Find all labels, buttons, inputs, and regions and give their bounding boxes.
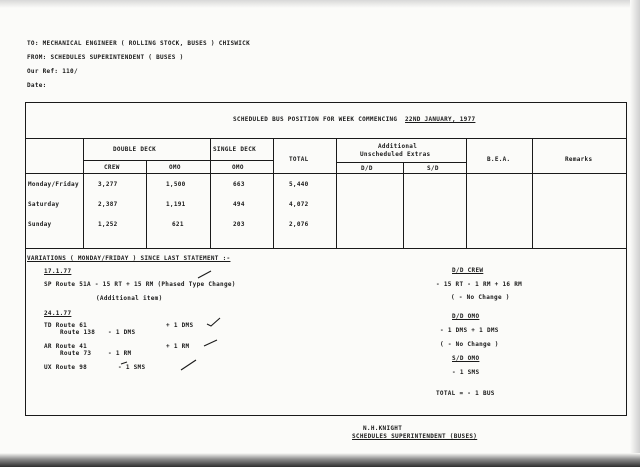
row-omo: 621 xyxy=(172,221,184,228)
table-top-rule xyxy=(26,138,626,139)
signature-role: SCHEDULES SUPERINTENDENT (BUSES) xyxy=(352,433,478,440)
header-double-deck: DOUBLE DECK xyxy=(113,146,157,153)
extras-sub-rule xyxy=(336,162,466,163)
variation-ux-route: UX Route 98 xyxy=(44,364,88,371)
variation-td-change: - 1 DMS xyxy=(108,329,136,336)
variation-ar-route: AR Route 41 xyxy=(44,343,88,350)
row-omo: 1,191 xyxy=(166,201,186,208)
row-day: Sunday xyxy=(28,221,52,228)
col-rule-7 xyxy=(466,138,467,248)
header-omo: OMO xyxy=(169,164,181,171)
header-unscheduled-extras: Unscheduled Extras xyxy=(360,151,431,158)
row-crew: 2,387 xyxy=(98,201,118,208)
header-remarks: Remarks xyxy=(565,156,593,163)
header-total: TOTAL xyxy=(289,156,309,163)
header-omo-single: OMO xyxy=(232,164,244,171)
tick-mark-icon xyxy=(206,317,222,325)
summary-sd-omo-line: - 1 SMS xyxy=(452,369,480,376)
summary-total: TOTAL = - 1 BUS xyxy=(436,390,495,397)
variation-td-change: + 1 DMS xyxy=(166,322,194,329)
summary-dd-omo: D/D OMO xyxy=(452,313,480,320)
col-rule-8 xyxy=(532,138,533,248)
row-total: 2,076 xyxy=(289,221,309,228)
summary-dd-crew: D/D CREW xyxy=(452,267,484,274)
col-rule-1 xyxy=(83,138,84,248)
header-dd: D/D xyxy=(361,165,373,172)
variation-ux-change: - 1 SMS xyxy=(118,364,146,371)
header-bea: B.E.A. xyxy=(487,156,511,163)
col-rule-5 xyxy=(336,138,337,248)
signature-name: N.H.KNIGHT xyxy=(363,425,403,432)
row-day: Saturday xyxy=(28,201,60,208)
row-total: 5,440 xyxy=(289,181,309,188)
summary-dd-omo-line: - 1 DMS + 1 DMS xyxy=(440,327,499,334)
variations-heading: VARIATIONS ( MONDAY/FRIDAY ) SINCE LAST STATEMENT :- xyxy=(27,255,231,262)
row-omo: 1,500 xyxy=(166,181,186,188)
variation-td-route: TD Route 61 xyxy=(44,322,88,329)
col-rule-6 xyxy=(403,162,404,248)
row-single: 203 xyxy=(233,221,245,228)
variation-ar-change: + 1 RM xyxy=(166,343,190,350)
variation-sp-line: SP Route 51A - 15 RT + 15 RM (Phased Type Change) xyxy=(44,281,236,288)
tick-mark-icon xyxy=(203,338,219,346)
header-sd: S/D xyxy=(427,165,439,172)
table-bottom-rule xyxy=(26,248,626,249)
variation-date: 17.1.77 xyxy=(44,268,72,275)
header-single-deck: SINGLE DECK xyxy=(213,146,257,153)
scan-shadow-right xyxy=(630,0,640,467)
row-crew: 1,252 xyxy=(98,221,118,228)
summary-no-change: ( - No Change ) xyxy=(451,294,510,301)
col-rule-2 xyxy=(146,160,147,248)
header-crew: CREW xyxy=(104,164,120,171)
statement-title: SCHEDULED BUS POSITION FOR WEEK COMMENCING xyxy=(233,116,398,123)
header-additional: Additional xyxy=(378,143,418,150)
row-single: 663 xyxy=(233,181,245,188)
scan-shadow-bottom xyxy=(0,453,640,467)
variation-date: 24.1.77 xyxy=(44,310,72,317)
memo-from: FROM: SCHEDULES SUPERINTENDENT ( BUSES ) xyxy=(27,54,184,61)
deck-sub-rule xyxy=(83,160,273,161)
summary-dd-crew-line: - 15 RT - 1 RM + 16 RM xyxy=(436,281,523,288)
scan-shadow-top xyxy=(0,0,640,8)
summary-sd-omo: S/D OMO xyxy=(452,355,480,362)
memo-date: Date: xyxy=(27,82,47,89)
row-single: 494 xyxy=(233,201,245,208)
col-rule-4 xyxy=(273,138,274,248)
row-day: Monday/Friday xyxy=(28,181,79,188)
col-rule-3 xyxy=(210,138,211,248)
summary-no-change: ( - No Change ) xyxy=(440,341,499,348)
memo-to: TO: MECHANICAL ENGINEER ( ROLLING STOCK, BUSES ) CHISWICK xyxy=(27,40,251,47)
row-crew: 3,277 xyxy=(98,181,118,188)
variation-ar-route: Route 73 xyxy=(60,350,92,357)
variation-ar-change: - 1 RM xyxy=(108,350,132,357)
memo-ref: Our Ref: 110/ xyxy=(27,68,78,75)
tick-mark-icon xyxy=(197,270,213,278)
variation-additional-item: (Additional item) xyxy=(96,295,163,302)
tick-mark-icon xyxy=(120,360,136,368)
statement-date: 22ND JANUARY, 1977 xyxy=(405,116,476,123)
row-total: 4,072 xyxy=(289,201,309,208)
tick-mark-icon xyxy=(180,358,196,366)
header-bottom-rule xyxy=(26,173,626,174)
variation-td-route: Route 138 xyxy=(60,329,96,336)
